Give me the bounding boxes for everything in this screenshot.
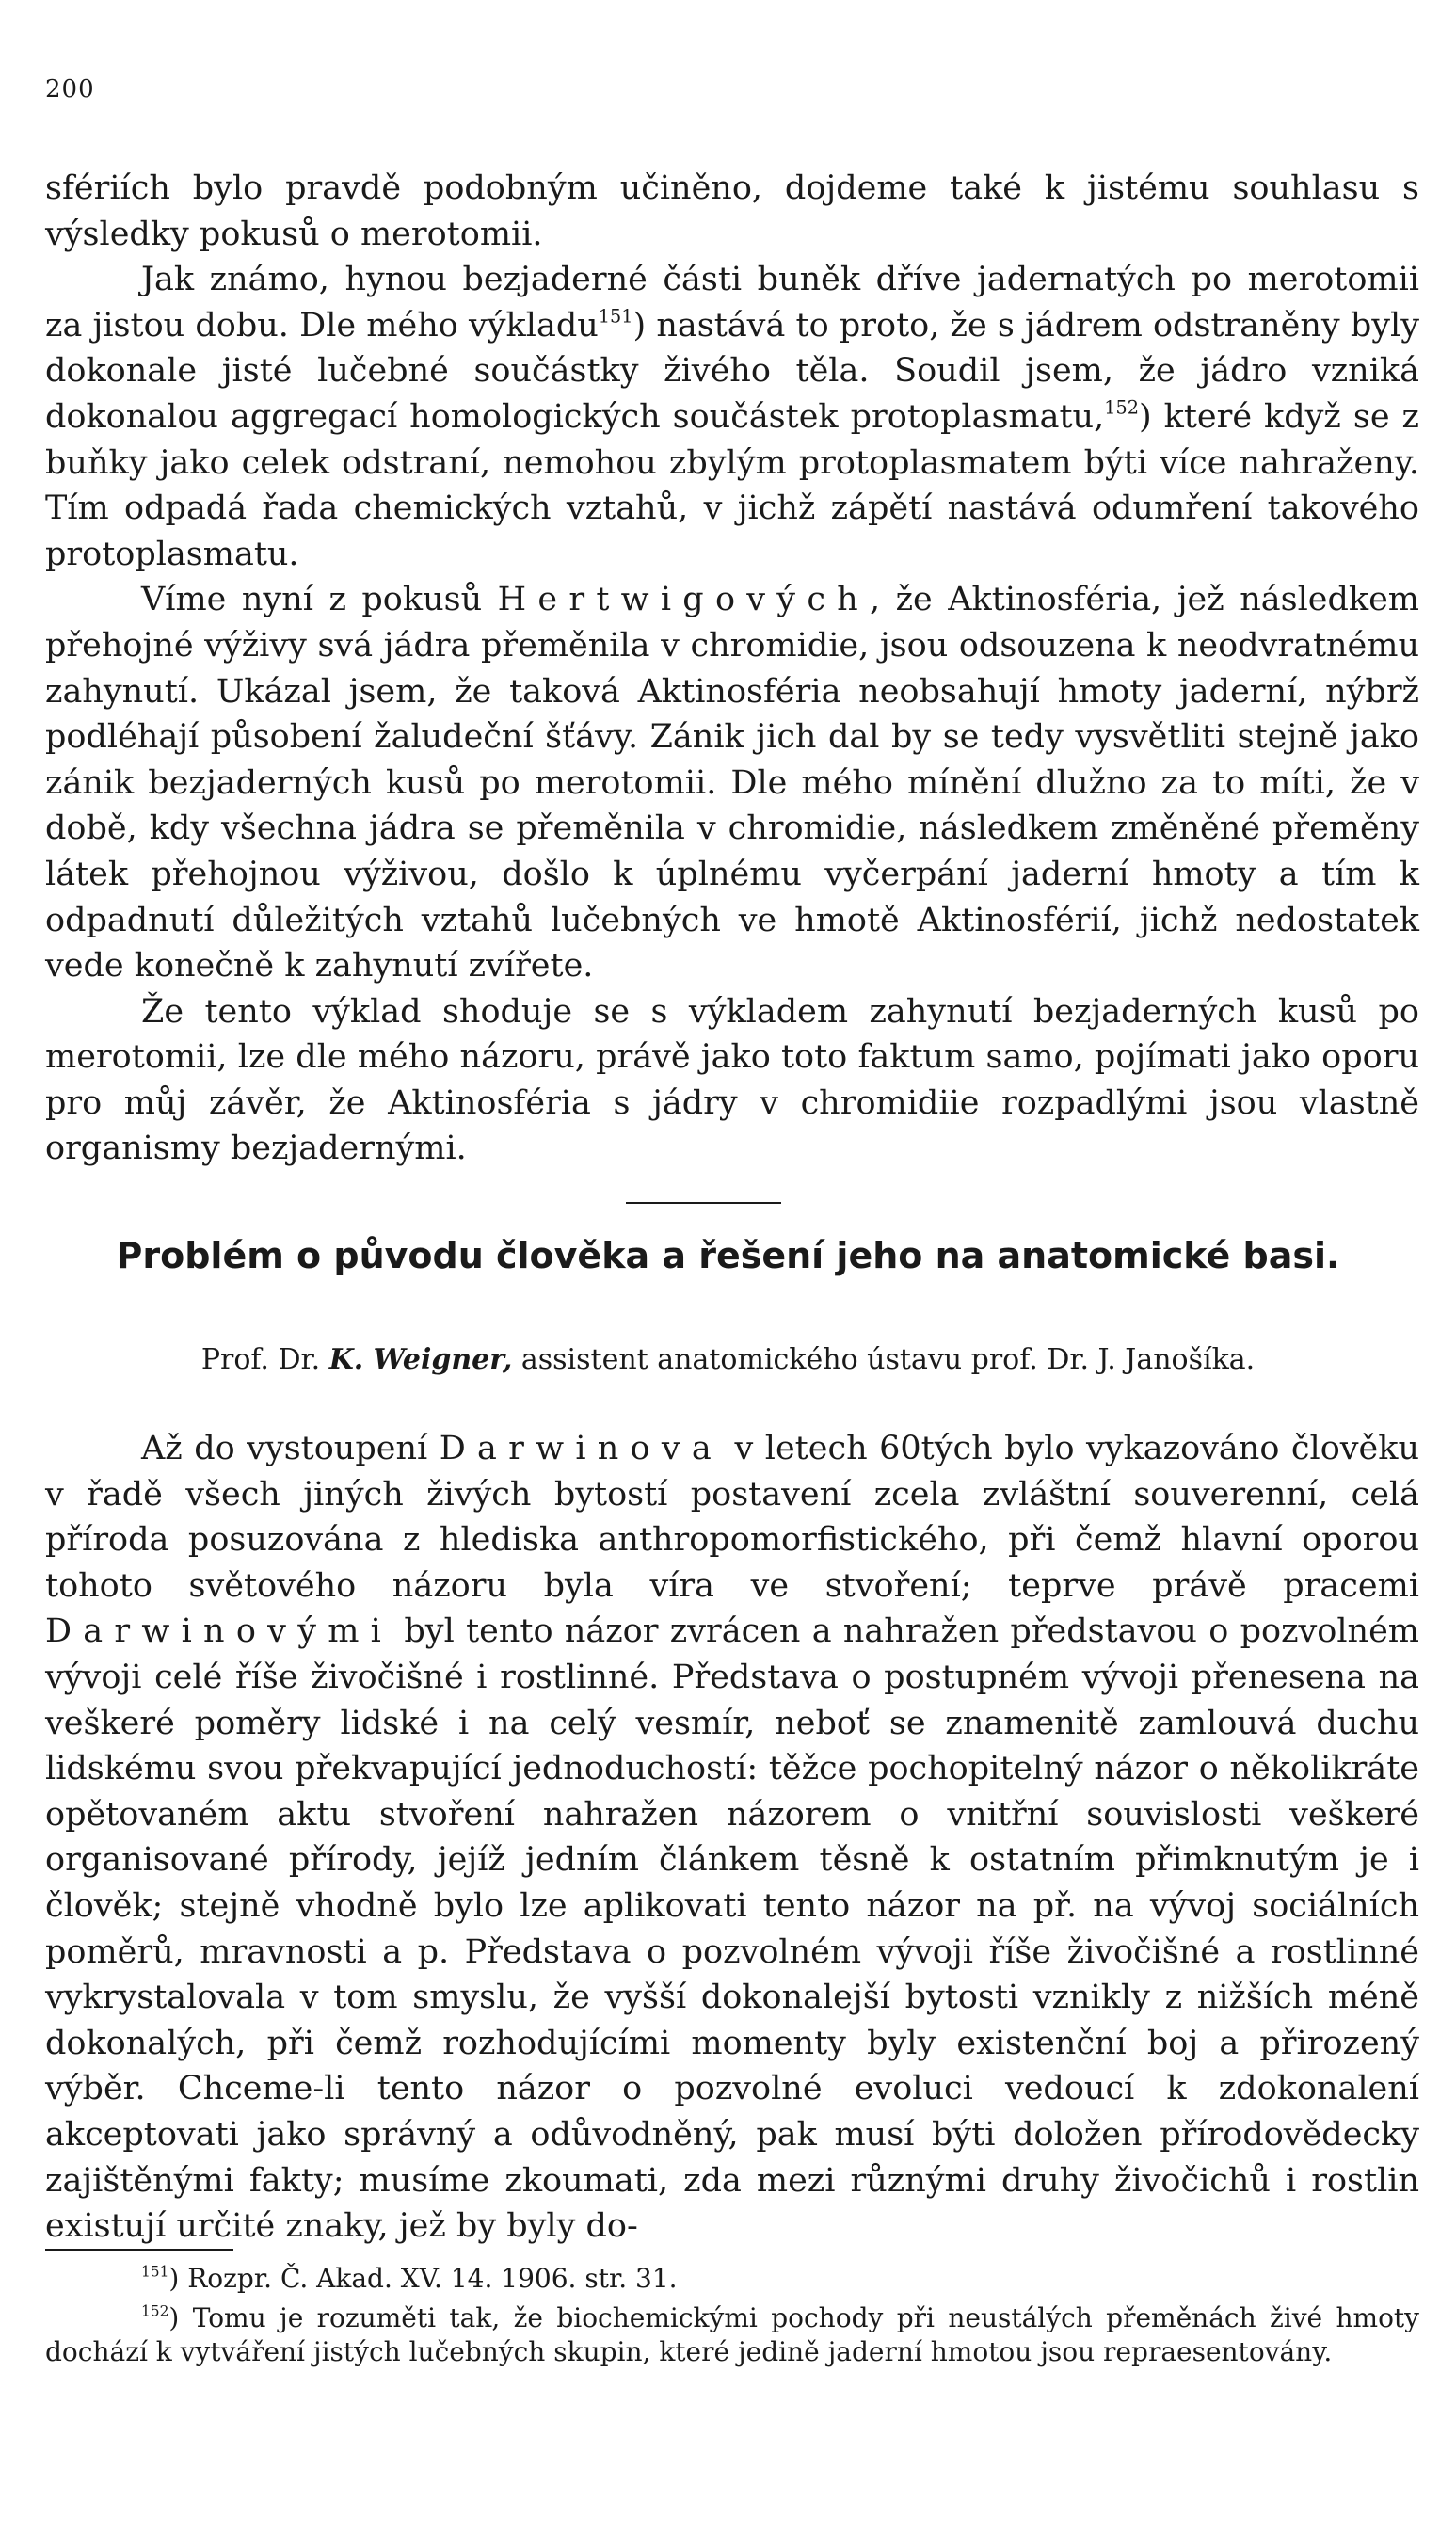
text-run: ) Rozpr. Č. Akad. XV. 14. 1906. str. 31. xyxy=(168,2263,678,2294)
footnote-divider xyxy=(45,2249,233,2251)
text-run: sfériích bylo pravdě podobným učiněno, dojdeme také k jistému souhlasu s výsledky pokusů o merotomii. xyxy=(45,169,1419,253)
article-body xyxy=(45,1426,1419,2250)
text-run: Až do vystoupení xyxy=(141,1430,440,1467)
text-run: ) které když se z buňky jako celek odstraní, nemohou zbylým protoplasmatem býti více nahraženy. Tím odpadá řada chemických vztahů, v jichž zápětí nastává odumření takového protoplasmatu. xyxy=(45,397,1419,573)
paragraph xyxy=(45,2262,1419,2296)
spaced-name: Darwinova xyxy=(439,1430,724,1467)
paragraph xyxy=(45,989,1419,1172)
text-run: Že tento výklad shoduje se s výkladem zahynutí bezjaderných kusů po merotomii, lze dle mého názoru, právě jako toto faktum samo, pojímati jako oporu pro můj závěr, že Aktinosféria s jádry v chromidiie rozpadlými jsou vlastně organismy bezjadernými. xyxy=(45,992,1419,1168)
text-run: Víme nyní z pokusů xyxy=(141,581,498,619)
spaced-name: Hertwigových xyxy=(497,581,870,619)
author-name: K. Weigner, xyxy=(328,1343,513,1376)
footnote-ref: 152 xyxy=(141,2302,169,2320)
byline-prefix: Prof. Dr. xyxy=(200,1343,321,1376)
paragraph xyxy=(45,1426,1419,2250)
footnote-ref: 152 xyxy=(1104,396,1139,419)
text-run: byl tento názor zvrácen a nahražen představou o pozvolném vývoji celé říše živočišné i rostlinné. Představa o postupném vývoji přenesena na veškeré poměry lidské i na celý vesmír, neboť se znamenitě zamlouvá duchu lidskému svou překvapující jednoduchostí: těžce pochopitelný názor o několikráte opětovaném aktu stvoření nahražen názorem o vnitřní souvislosti veškeré organisované přírody, jejíž jedním článkem těsně k ostatním přimknutým je i člověk; stejně vhodně bylo lze aplikovati tento názor na př. na vývoj sociálních poměrů, mravnosti a p. Představa o pozvolném vývoji říše živočišné a rostlinné vykrystalovala v tom smyslu, že vyšší dokonalejší bytosti vznikly z nižších méně dokonalých, při čemž rozhodujícími momenty byly existenční boj a přirozený výběr. Chceme-li tento názor o pozvolné evoluci vedoucí k zdokonalení akceptovati jako správný a odůvodněný, pak musí býti doložen přírodovědecky zajištěnými fakty; musíme zkoumati, zda mezi různými druhy živočichů i rostlin existují určité znaky, jež by byly do- xyxy=(45,1612,1419,2246)
section-divider xyxy=(626,1202,781,1204)
paragraph xyxy=(45,2301,1419,2369)
page-number: 200 xyxy=(45,75,95,104)
text-run: ) nastává to proto, že s jádrem odstraněny byly dokonale jisté lučebné součástky živého těla. Soudil jsem, že jádro vzniká dokonalou aggregací homologických součástek protoplasmatu, xyxy=(45,306,1419,436)
paragraph xyxy=(45,577,1419,988)
text-run: , že Aktinosféria, jež následkem přehojné výživy svá jádra přeměnila v chromidie, jsou odsouzena k neodvratnému zahynutí. Ukázal jsem, že taková Aktinosféria neobsahují hmoty jaderní, nýbrž podléhají působení žaludeční šťávy. Zánik jich dal by se tedy vysvětliti stejně jako zánik bezjaderných kusů po merotomii. Dle mého mínění dlužno za to míti, že v době, kdy všechna jádra se přeměnila v chromidie, následkem změněné přeměny látek přehojnou výživou, došlo k úplnému vyčerpání jaderní hmoty a tím k odpadnutí důležitých vztahů lučebných ve hmotě Aktinosférií, jichž nedostatek vede konečně k zahynutí zvířete. xyxy=(45,581,1419,986)
paragraph xyxy=(45,166,1419,257)
footnote-ref: 151 xyxy=(598,305,633,328)
text-run: Jak známo, hynou bezjaderné části buněk dříve jadernatých po merotomii za jistou dobu. Dle mého výkladu xyxy=(45,261,1419,345)
paragraph xyxy=(45,257,1419,577)
article-byline xyxy=(0,1343,1456,1376)
continuation-text xyxy=(45,166,1419,1172)
footnote-ref: 151 xyxy=(141,2263,169,2281)
text-run: v letech 60tých bylo vykazováno člověku v řadě všech jiných živých bytostí postavení zcela zvláštní souverenní, celá příroda posuzována z hlediska anthropomorfistického, při čemž hlavní oporou tohoto světového názoru byla víra ve stvoření; teprve právě pracemi xyxy=(45,1430,1420,1605)
spaced-name: Darwinovými xyxy=(45,1612,393,1651)
footnotes xyxy=(45,2262,1419,2375)
text-run: ) Tomu je rozuměti tak, že biochemickými pochody při neustálých přeměnách živé hmoty dochází k vytváření jistých lučebných skupin, které jedině jaderní hmotou jsou repraesentovány. xyxy=(45,2302,1419,2367)
article-title: Problém o původu člověka a řešení jeho na anatomické basi. xyxy=(116,1235,1340,1276)
author-affiliation: assistent anatomického ústavu prof. Dr. J. Janošíka. xyxy=(520,1343,1256,1376)
